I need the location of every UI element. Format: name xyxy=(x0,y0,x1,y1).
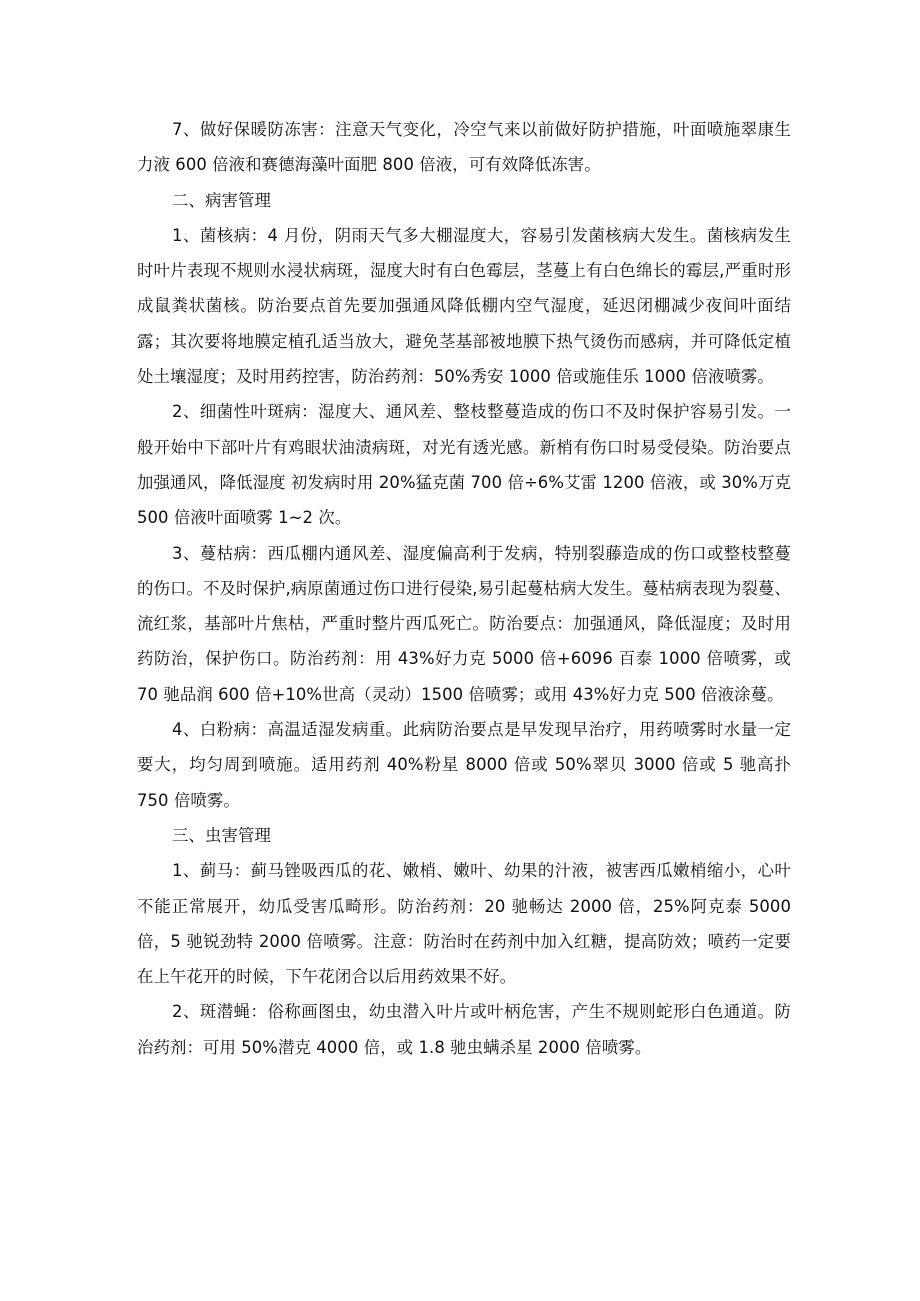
document-body xyxy=(137,112,791,1065)
item-bacterial-leaf-spot: 2、细菌性叶斑病：湿度大、通风差、整枝整蔓造成的伤口不及时保护容易引发。一般开始中下部叶片有鸡眼状油渍病斑，对光有透光感。新梢有伤口时易受侵染。防治要点 加强通风，降低湿度 初发病时用 20%猛克菌 700 倍÷6%艾雷 1200 倍液，或 30%万克 500 倍液叶面喷雾 1~2 次。 xyxy=(137,402,791,528)
item-sclerotinia: 1、菌核病：4 月份，阴雨天气多大棚湿度大，容易引发菌核病大发生。菌核病发生时叶片表现不规则水浸状病斑，湿度大时有白色霉层，茎蔓上有白色绵长的霉层,严重时形成鼠粪状菌核。防治要点首先要加强通风降低棚内空气湿度，延迟闭棚减少夜间叶面结露；其次要将地膜定植孔适当放大，避免茎基部被地膜下热气烫伤而感病，并可降低定植处土壤湿度；及时用药控害，防治药剂：50%秀安 1000 倍或施佳乐 1000 倍液喷雾。 xyxy=(137,225,791,387)
item-leaf-miner: 2、斑潜蝇：俗称画图虫，幼虫潜入叶片或叶柄危害，产生不规则蛇形白色通道。防治药剂：可用 50%潜克 4000 倍，或 1.8 驰虫螨杀星 2000 倍喷雾。 xyxy=(137,1002,791,1057)
item-thrips: 1、蓟马：蓟马锉吸西瓜的花、嫩梢、嫩叶、幼果的汁液，被害西瓜嫩梢缩小，心叶不能正常展开，幼瓜受害瓜畸形。防治药剂：20 驰畅达 2000 倍，25%阿克泰 5000 倍，5 驰锐劲特 2000 倍喷雾。注意：防治时在药剂中加入红糖，提高防效；喷药一定要在上午花开的时候，下午花闭合以后用药效果不好。 xyxy=(137,861,791,987)
item-gummy-stem-blight: 3、蔓枯病：西瓜棚内通风差、湿度偏高利于发病，特别裂藤造成的伤口或整枝整蔓的伤口。不及时保护,病原菌通过伤口进行侵染,易引起蔓枯病大发生。蔓枯病表现为裂蔓、流红浆，基部叶片焦枯，严重时整片西瓜死亡。防治要点：加强通风，降低湿度；及时用药防治，保护伤口。防治药剂：用 43%好力克 5000 倍+6096 百泰 1000 倍喷雾，或 70 驰品润 600 倍+10%世高（灵动）1500 倍喷雾；或用 43%好力克 500 倍液涂蔓。 xyxy=(137,543,791,704)
item-powdery-mildew: 4、白粉病：高温适湿发病重。此病防治要点是早发现早治疗，用药喷雾时水量一定要大，均匀周到喷施。适用药剂 40%粉星 8000 倍或 50%翠贝 3000 倍或 5 驰高扑 750 倍喷雾。 xyxy=(137,720,791,810)
section-disease-management: 二、病害管理 xyxy=(172,190,271,210)
item-frost-protection: 7、做好保暖防冻害：注意天气变化，冷空气来以前做好防护措施，叶面喷施翠康生力液 600 倍液和赛德海藻叶面肥 800 倍液，可有效降低冻害。 xyxy=(137,120,791,175)
section-pest-management: 三、虫害管理 xyxy=(172,825,271,845)
